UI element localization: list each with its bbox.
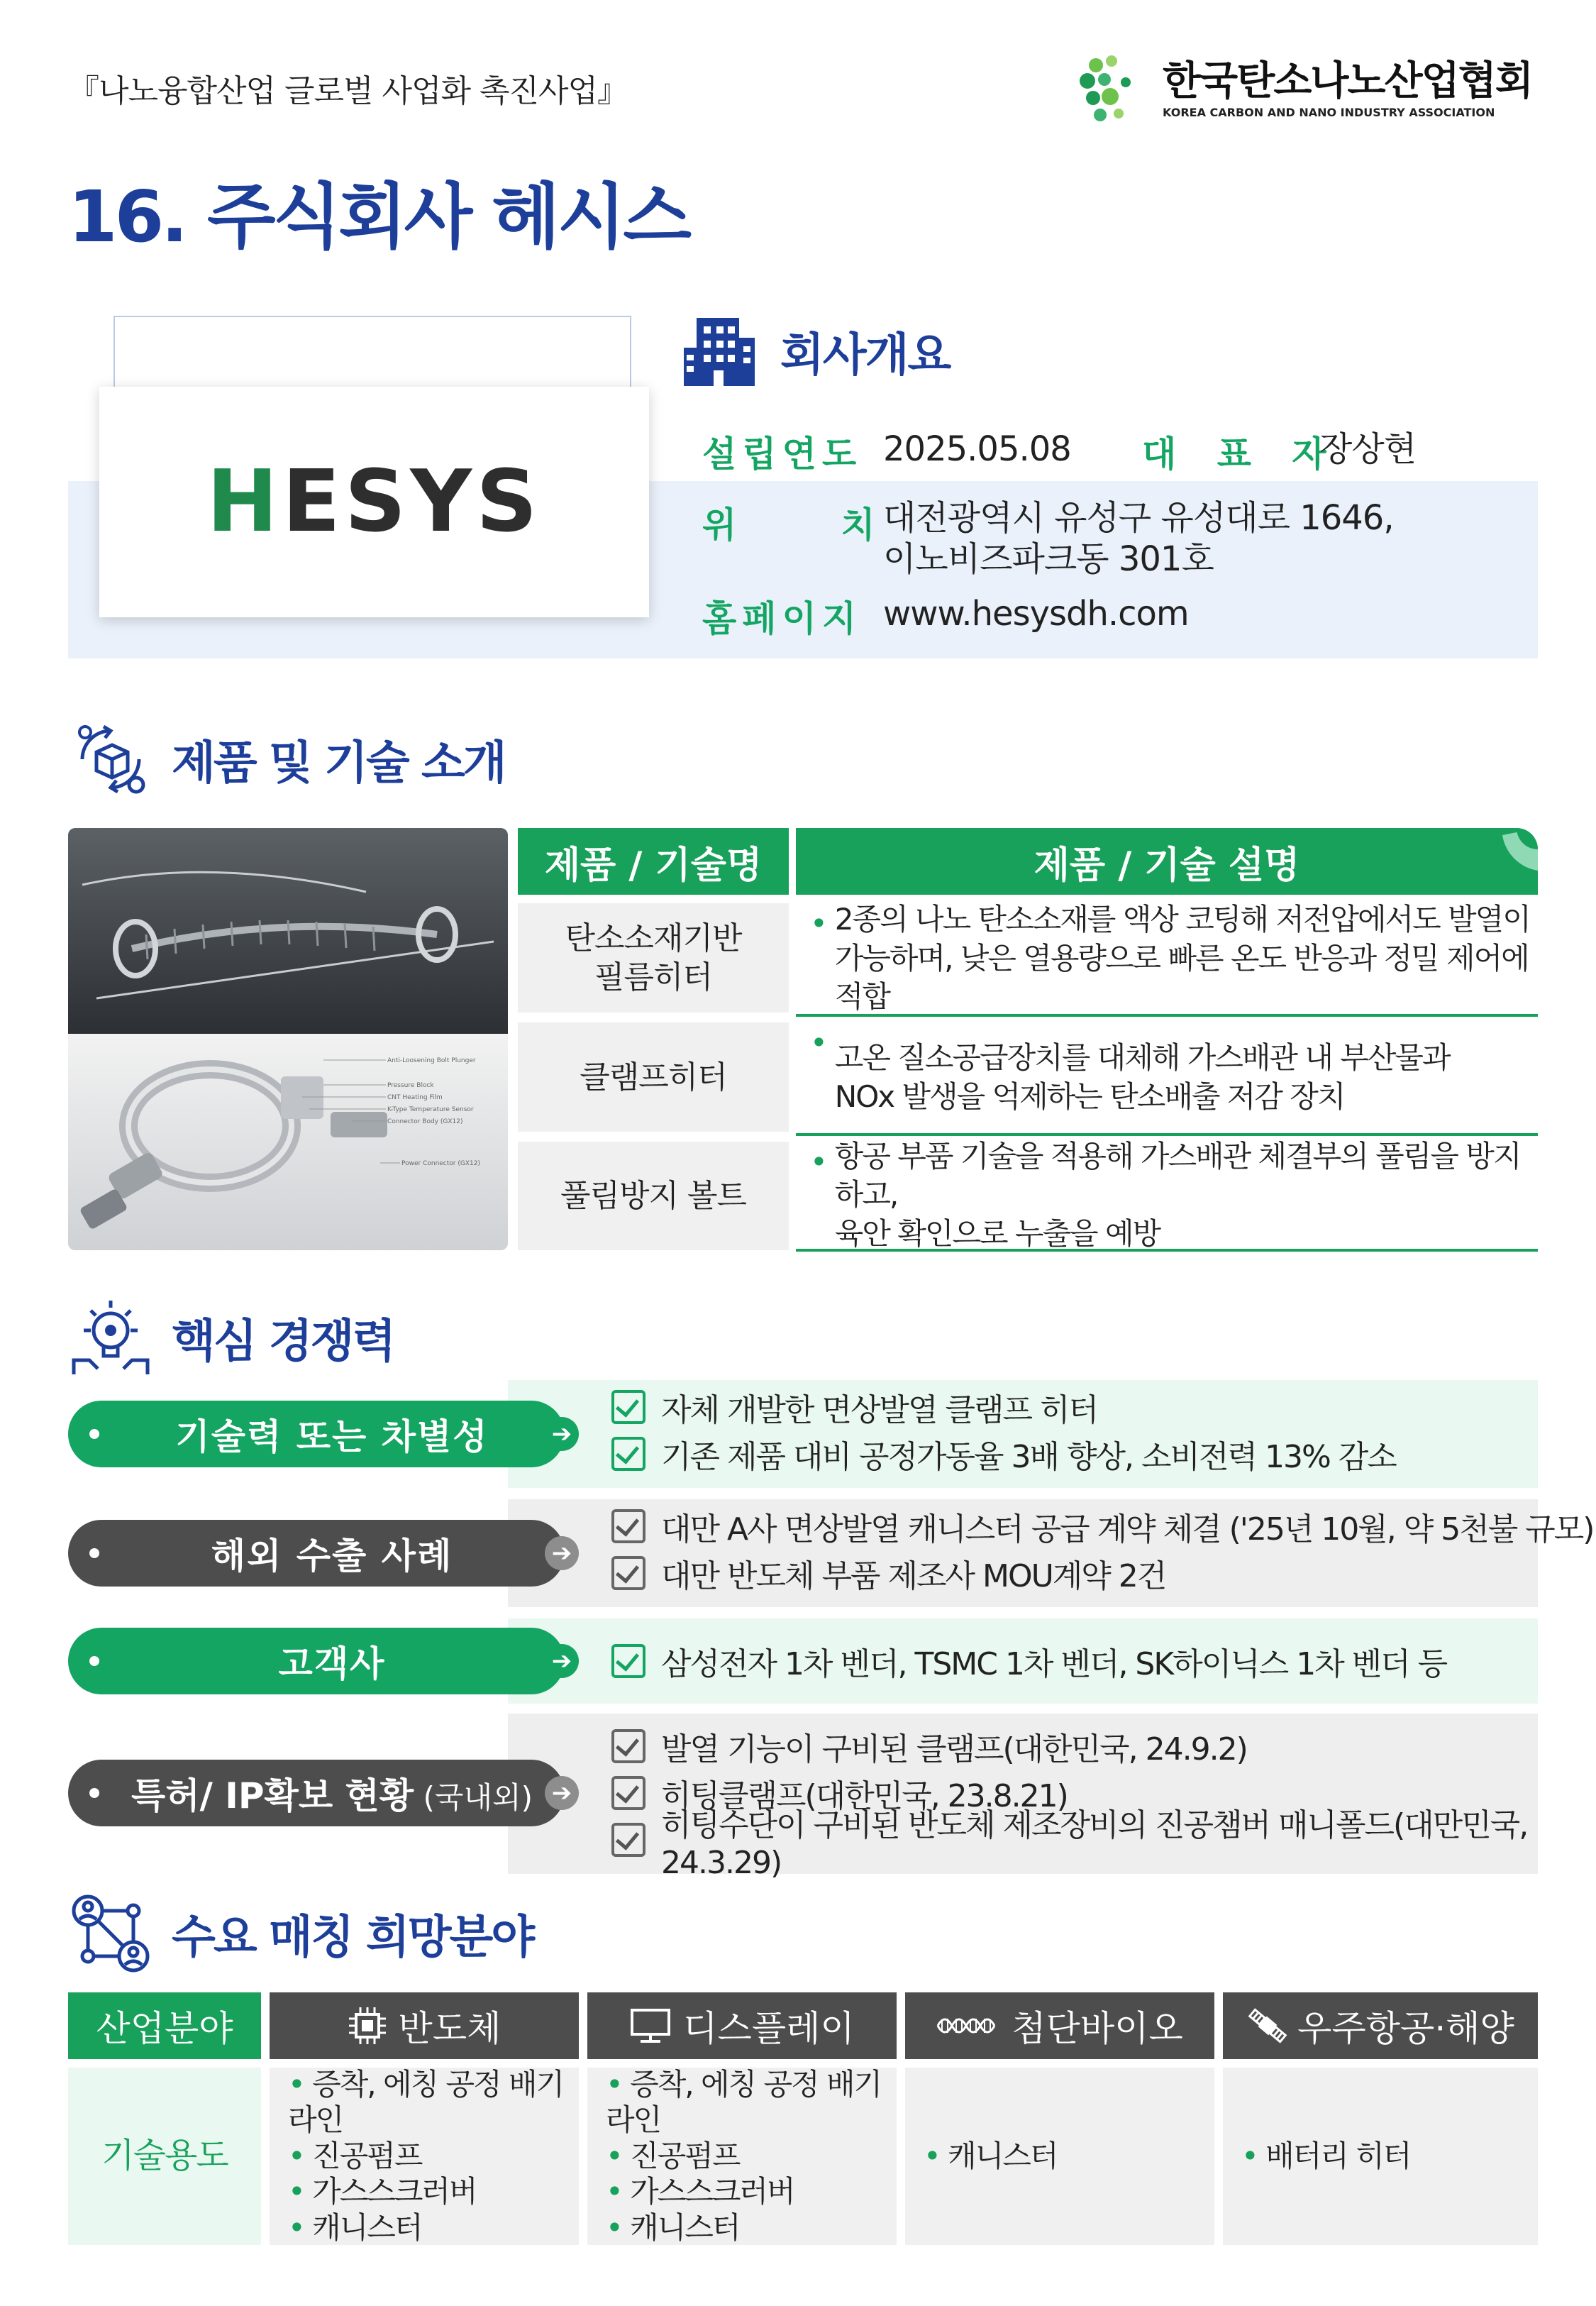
list-item: • 캐니스터 <box>606 2210 897 2246</box>
overview-heading <box>681 312 950 390</box>
association-logo <box>1075 51 1532 129</box>
checkbox-icon <box>611 1823 645 1857</box>
photo-label-6: Power Connector (GX12) <box>401 1160 480 1167</box>
founded-value: 2025.05.08 <box>883 429 1071 469</box>
ceo-value: 장상현 <box>1319 429 1417 469</box>
homepage-label: 홈페이지 <box>702 598 863 639</box>
logo-card-frame <box>113 316 631 387</box>
semiconductor-uses <box>270 2068 579 2245</box>
checkbox-icon <box>611 1390 645 1424</box>
program-title: 『나노융합산업 글로벌 사업화 촉진사업』 <box>68 73 628 109</box>
product-desc-2: • 고온 질소공급장치를 대체해 가스배관 내 부산물과 NOx 발생을 억제하는 탄소배출 저감 장치 <box>796 1022 1538 1136</box>
competence-item: 발열 기능이 구비된 클램프(대한민국, 24.9.2) <box>611 1723 1596 1770</box>
demand-title: 수요 매칭 희망분야 <box>172 1911 533 1964</box>
lightbulb-idea-icon <box>68 1295 153 1380</box>
company-logo: HESYS <box>206 453 542 551</box>
list-item: • 가스스크러버 <box>288 2174 579 2210</box>
checkbox-icon <box>611 1729 645 1763</box>
header-corner-deco <box>1481 828 1538 885</box>
competence-item: 기존 제품 대비 공정가동율 3배 향상, 소비전력 13% 감소 <box>611 1430 1396 1477</box>
product-photo-image <box>68 828 508 1250</box>
checkbox-icon <box>611 1437 645 1471</box>
competence-items-3 <box>611 1638 1446 1684</box>
association-name-en: KOREA CARBON AND NANO INDUSTRY ASSOCIATION <box>1163 105 1495 119</box>
photo-label-4: K-Type Temperature Sensor <box>387 1106 474 1113</box>
location-label: 위 치 <box>702 504 882 546</box>
checkbox-icon <box>611 1509 645 1543</box>
product-cycle-icon <box>68 717 153 802</box>
product-name-2: 클램프히터 <box>518 1022 789 1132</box>
competence-items-4 <box>611 1723 1596 1881</box>
location-line2: 이노비즈파크동 301호 <box>883 539 1214 579</box>
biotech-header: 첨단바이오 <box>905 1992 1214 2059</box>
industry-field-header: 산업분야 <box>68 1992 261 2059</box>
competence-label-1: 기술력 또는 차별성 <box>68 1401 565 1467</box>
competence-label-4: 특허/ IP확보 현황 (국내외) <box>68 1760 565 1826</box>
competence-item: 대만 반도체 부품 제조사 MOU계약 2건 <box>611 1550 1593 1596</box>
overview-title: 회사개요 <box>780 329 951 382</box>
page-title: 16. 주식회사 헤시스 <box>68 175 689 258</box>
dna-icon <box>936 2012 1000 2040</box>
biotech-uses <box>905 2068 1214 2245</box>
product-name-1: 탄소소재기반 필름히터 <box>518 903 789 1013</box>
list-item: • 증착, 에칭 공정 배기라인 <box>606 2067 897 2139</box>
demand-heading <box>68 1891 533 1976</box>
product-name-3: 풀림방지 볼트 <box>518 1142 789 1250</box>
homepage-link[interactable]: www.hesysdh.com <box>883 594 1189 634</box>
association-name: 한국탄소나노산업협회 <box>1163 57 1532 104</box>
col-product-name: 제품 / 기술명 <box>518 828 789 895</box>
competence-item: 자체 개발한 면상발열 클램프 히터 <box>611 1384 1396 1430</box>
checkbox-icon <box>611 1776 645 1810</box>
competence-item: 히팅수단이 구비된 반도체 제조장비의 진공챔버 매니폴드(대만민국, 24.3.29) <box>611 1816 1596 1863</box>
monitor-icon <box>629 2006 672 2046</box>
arrow-right-icon: ➔ <box>545 1644 579 1678</box>
aerospace-uses <box>1223 2068 1538 2245</box>
network-people-icon <box>68 1891 153 1976</box>
list-item: • 증착, 에칭 공정 배기라인 <box>288 2067 579 2139</box>
location-line1: 대전광역시 유성구 유성대로 1646, <box>883 498 1394 538</box>
arrow-right-icon: ➔ <box>545 1536 579 1570</box>
competence-item: 히팅클램프(대한민국, 23.8.21) <box>611 1770 1596 1816</box>
competence-title: 핵심 경쟁력 <box>172 1315 394 1368</box>
list-item: • 진공펌프 <box>606 2139 897 2174</box>
photo-label-1: Anti-Loosening Bolt Plunger <box>387 1057 476 1064</box>
product-photo <box>68 828 508 1250</box>
photo-label-3: CNT Heating Film <box>387 1094 443 1101</box>
photo-label-2: Pressure Block <box>387 1082 434 1089</box>
display-header: 디스플레이 <box>587 1992 897 2059</box>
chip-icon <box>348 2006 387 2046</box>
products-title: 제품 및 기술 소개 <box>172 737 505 790</box>
founded-label: 설립연도 <box>702 434 863 475</box>
building-icon <box>681 312 759 390</box>
list-item: • 진공펌프 <box>288 2139 579 2174</box>
association-logo-icon <box>1075 51 1153 129</box>
arrow-right-icon: ➔ <box>545 1417 579 1451</box>
competence-label-2: 해외 수출 사례 <box>68 1520 565 1587</box>
company-logo-card <box>99 387 649 617</box>
list-item: • 배터리 히터 <box>1241 2139 1538 2174</box>
display-uses <box>587 2068 897 2245</box>
tech-use-label: 기술용도 <box>68 2068 261 2245</box>
checkbox-icon <box>611 1644 645 1678</box>
satellite-icon <box>1246 2004 1289 2047</box>
ceo-label: 대 표 자 <box>1142 434 1341 475</box>
competence-items-1 <box>611 1384 1396 1477</box>
competence-item: 대만 A사 면상발열 캐니스터 공급 계약 체결 ('25년 10월, 약 5천불 규모) <box>611 1503 1593 1550</box>
list-item: • 캐니스터 <box>288 2210 579 2246</box>
competence-heading <box>68 1295 394 1380</box>
competence-items-2 <box>611 1503 1593 1596</box>
competence-label-3: 고객사 <box>68 1628 565 1694</box>
aerospace-header: 우주항공·해양 <box>1223 1992 1538 2059</box>
photo-label-5: Connector Body (GX12) <box>387 1118 463 1125</box>
col-product-desc: 제품 / 기술 설명 <box>796 828 1538 895</box>
semiconductor-header: 반도체 <box>270 1992 579 2059</box>
products-heading <box>68 717 505 802</box>
arrow-right-icon: ➔ <box>545 1776 579 1810</box>
product-desc-3: • 항공 부품 기술을 적용해 가스배관 체결부의 풀림을 방지하고, 육안 확인으로 누출을 예방 <box>796 1142 1538 1252</box>
competence-item: 삼성전자 1차 벤더, TSMC 1차 벤더, SK하이닉스 1차 벤더 등 <box>611 1638 1446 1684</box>
list-item: • 가스스크러버 <box>606 2174 897 2210</box>
checkbox-icon <box>611 1556 645 1590</box>
product-desc-1: • 2종의 나노 탄소소재를 액상 코팅해 저전압에서도 발열이 가능하며, 낮은 열용량으로 빠른 온도 반응과 정밀 제어에 적합 <box>796 903 1538 1017</box>
list-item: • 캐니스터 <box>924 2139 1214 2174</box>
